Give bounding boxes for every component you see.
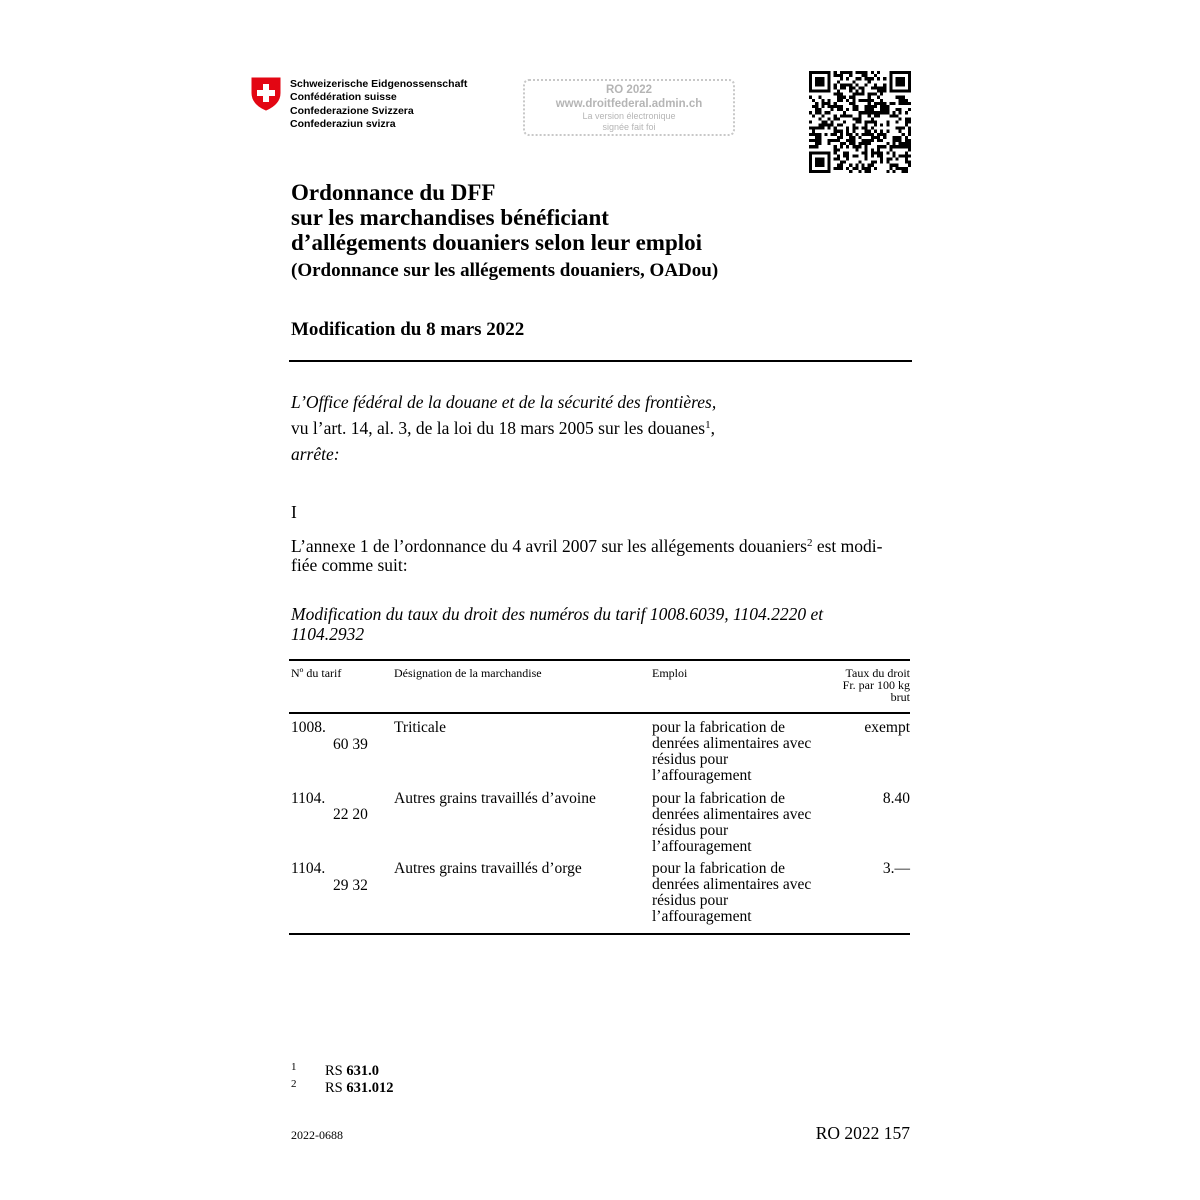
preamble-decides: arrête:: [291, 444, 340, 464]
header-taux-line-1: Taux du droit: [845, 666, 910, 680]
row-2-tarif-a: 1104.: [291, 790, 326, 807]
row-3-designation: Autres grains travaillés d’orge: [394, 860, 582, 877]
body-line-2: fiée comme suit:: [291, 555, 408, 575]
ro-reference: RO 2022 157: [815, 1123, 910, 1143]
footnote-1-ref[interactable]: 631.0: [346, 1063, 379, 1079]
body-line-1: [291, 536, 882, 557]
footnote-1-number: 1: [291, 1061, 297, 1073]
electronic-signature-stamp: [523, 79, 735, 136]
title-line-2: sur les marchandises bénéficiant: [291, 205, 609, 230]
row-2-designation: Autres grains travaillés d’avoine: [394, 790, 596, 807]
table-header-rule: [289, 712, 910, 714]
row-1-tarif-a: 1008.: [291, 719, 326, 736]
row-1-tarif-b: 60 39: [333, 736, 368, 753]
header-taux-line-2: Fr. par 100 kg: [842, 678, 910, 692]
body-text-a: L’annexe 1 de l’ordonnance du 4 avril 2007 sur les allégements douaniers: [291, 536, 807, 556]
row-3-tarif-a: 1104.: [291, 860, 326, 877]
preamble-basis-end: ,: [710, 418, 715, 438]
stamp-note-1: La version électronique: [582, 111, 676, 121]
preamble-basis: [291, 418, 715, 439]
agency-line-rm: Confederaziun svizra: [290, 117, 396, 130]
footnote-1-prefix: RS: [325, 1063, 343, 1079]
preamble-basis-text: vu l’art. 14, al. 3, de la loi du 18 mars 2005 sur les douanes: [291, 418, 706, 438]
row-2-emploi-line-2: denrées alimentaires avec: [652, 806, 812, 823]
table-caption-line-1: Modification du taux du droit des numéros du tarif 1008.6039, 1104.2220 et: [291, 604, 824, 624]
row-2-emploi-line-4: l’affouragement: [652, 838, 752, 855]
table-caption: [291, 604, 823, 644]
title-divider: [289, 360, 912, 362]
row-2-emploi: [652, 791, 811, 855]
row-2-taux: 8.40: [882, 790, 910, 807]
row-3-emploi-line-3: résidus pour: [652, 892, 729, 909]
row-2-emploi-line-3: résidus pour: [652, 822, 729, 839]
row-1-emploi: [652, 720, 811, 784]
header-taux: [780, 667, 910, 703]
footnote-2-prefix: RS: [325, 1080, 343, 1096]
preamble-authority: L’Office fédéral de la douane et de la sécurité des frontières,: [291, 392, 717, 412]
row-2-tarif-b: 22 20: [333, 806, 368, 823]
footnote-ref-2[interactable]: 2: [806, 537, 813, 549]
stamp-ro: RO 2022: [605, 84, 653, 96]
agency-names: [290, 78, 467, 131]
document-title: [291, 180, 702, 255]
table-caption-line-2: 1104.2932: [291, 624, 365, 644]
agency-line-de: Schweizerische Eidgenossenschaft: [290, 78, 468, 90]
federal-logo: [251, 77, 511, 137]
header-emploi: Emploi: [652, 666, 688, 680]
swiss-shield-icon: [251, 77, 281, 111]
doc-number: 2022-0688: [291, 1128, 343, 1142]
header-designation: Désignation de la marchandise: [394, 666, 542, 680]
footnote-2-ref[interactable]: 631.012: [346, 1080, 394, 1096]
table-top-rule: [289, 659, 910, 661]
modification-date: Modification du 8 mars 2022: [291, 319, 525, 340]
row-1-taux: exempt: [864, 719, 910, 736]
table-bottom-rule: [289, 933, 910, 935]
row-3-emploi: [652, 861, 811, 925]
row-3-emploi-line-2: denrées alimentaires avec: [652, 876, 812, 893]
row-3-emploi-line-4: l’affouragement: [652, 908, 752, 925]
footnote-ref-1[interactable]: 1: [705, 419, 711, 431]
row-1-emploi-line-4: l’affouragement: [652, 767, 752, 784]
row-1-emploi-line-1: pour la fabrication de: [652, 719, 785, 736]
agency-line-it: Confederazione Svizzera: [290, 104, 414, 117]
row-1-emploi-line-2: denrées alimentaires avec: [652, 735, 812, 752]
footnote-1-text: [325, 1063, 379, 1080]
title-line-1: Ordonnance du DFF: [291, 180, 496, 205]
header-tarif: Nº du tarif: [291, 666, 342, 680]
document-subtitle: (Ordonnance sur les allégements douaniers, OADou): [291, 260, 719, 281]
row-1-designation: Triticale: [394, 719, 446, 736]
row-3-emploi-line-1: pour la fabrication de: [652, 860, 785, 877]
stamp-note-2: signée fait foi: [602, 122, 656, 132]
row-3-tarif-b: 29 32: [333, 877, 368, 894]
qr-code-icon: [809, 71, 911, 173]
section-number: I: [291, 502, 297, 522]
header-taux-line-3: brut: [890, 690, 910, 704]
agency-line-fr: Confédération suisse: [290, 91, 397, 104]
title-line-3: d’allégements douaniers selon leur emploi: [291, 230, 703, 255]
row-2-emploi-line-1: pour la fabrication de: [652, 790, 785, 807]
body-text-b: est modi-: [812, 536, 883, 556]
footnote-2-text: [325, 1080, 394, 1097]
stamp-url[interactable]: www.droitfederal.admin.ch: [555, 98, 703, 110]
row-3-taux: 3.—: [882, 860, 910, 877]
row-1-emploi-line-3: résidus pour: [652, 751, 729, 768]
footnote-2-number: 2: [291, 1078, 297, 1090]
